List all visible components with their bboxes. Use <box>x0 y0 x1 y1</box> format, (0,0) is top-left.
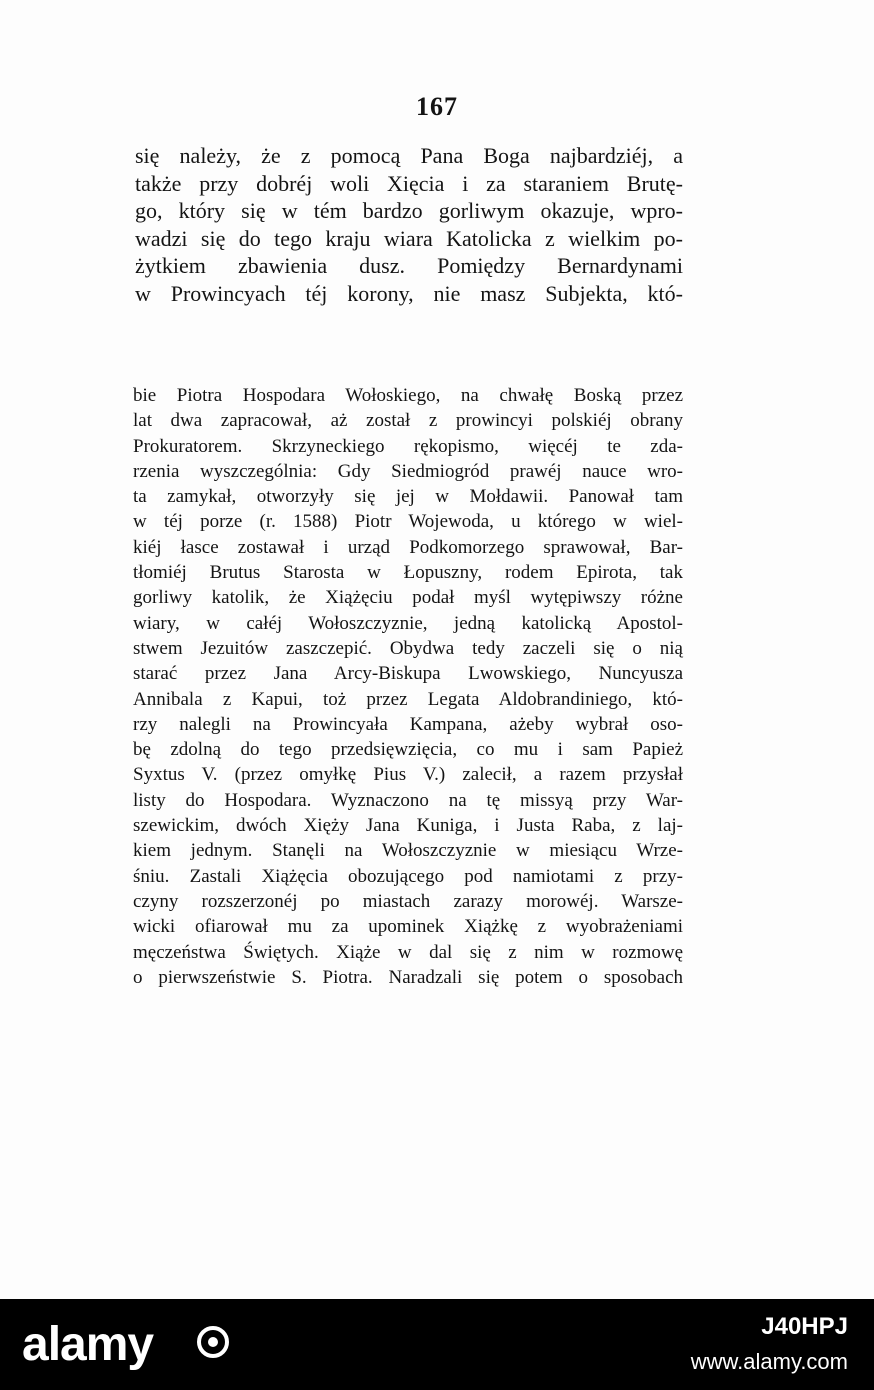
stock-watermark-banner <box>0 1299 874 1390</box>
footnote-line: bie Piotra Hospodara Wołoskiego, na chwałę Boską przez <box>133 385 683 406</box>
footnote-line: kiem jednym. Stanęli na Wołoszczyznie w miesiącu Wrze- <box>133 840 683 862</box>
footnote-line: stwem Jezuitów zaszczepić. Obydwa tedy zaczeli się o nią <box>133 637 683 659</box>
main-text-line: w Prowincyach téj korony, nie masz Subjekta, któ- <box>135 280 683 306</box>
footnote-line: wicki ofiarował mu za upominek Xiążkę z wyobrażeniami <box>133 916 683 938</box>
footnote-line: w téj porze (r. 1588) Piotr Wojewoda, u którego w wiel- <box>133 511 683 533</box>
footnote-line: listy do Hospodara. Wyznaczono na tę missyą przy War- <box>133 789 683 811</box>
footnote-line: o pierwszeństwie S. Piotra. Naradzali się potem o sposobach <box>133 966 683 988</box>
main-text-line: wadzi się do tego kraju wiara Katolicka z wielkim po- <box>135 225 683 251</box>
footnote-line: męczeństwa Świętych. Xiąże w dal się z nim w rozmowę <box>133 941 683 963</box>
main-text-block <box>135 142 683 307</box>
page-number: 167 <box>416 92 458 121</box>
footnote-line: bę zdolną do tego przedsięwzięcia, co mu i sam Papież <box>133 739 683 761</box>
banner-url: www.alamy.com <box>690 1349 848 1374</box>
footnote-line: ta zamykał, otworzyły się jej w Mołdawii. Panował tam <box>133 486 683 508</box>
main-text-line: się należy, że z pomocą Pana Boga najbardziéj, a <box>135 143 683 168</box>
footnote-line: szewickim, dwóch Xięży Jana Kuniga, i Justa Raba, z laj- <box>133 815 683 837</box>
footnote-line: starać przez Jana Arcy-Biskupa Lwowskiego, Nuncyusza <box>133 663 683 685</box>
footnote-line: tłomiéj Brutus Starosta w Łopuszny, rodem Epirota, tak <box>133 562 683 584</box>
footnote-line: wiary, w całéj Wołoszczyznie, jedną katolicką Apostol- <box>133 612 683 634</box>
image-id: J40HPJ <box>761 1313 848 1340</box>
footnote-line: lat dwa zapracował, aż został z prowincyi polskiéj obrany <box>133 410 683 432</box>
main-text-line: także przy dobréj woli Xięcia i za staraniem Brutę- <box>135 170 683 196</box>
footnote-line: rzy nalegli na Prowincyała Kampana, ażeby wybrał oso- <box>133 713 683 735</box>
alamy-logo: alamy <box>22 1318 154 1371</box>
footnote-line: Syxtus V. (przez omyłkę Pius V.) zalecił, a razem przysłał <box>133 764 683 786</box>
footnote-line: śniu. Zastali Xiążęcia obozującego pod namiotami z przy- <box>133 865 683 887</box>
footnote-line: gorliwy katolik, że Xiążęciu podał myśl wytępiwszy różne <box>133 587 683 609</box>
footnote-block <box>133 383 683 990</box>
main-text-line: żytkiem zbawienia dusz. Pomiędzy Bernardynami <box>135 253 683 278</box>
main-text-line: go, który się w tém bardzo gorliwym okazuje, wpro- <box>135 198 683 223</box>
footnote-line: kiéj łasce zostawał i urząd Podkomorzego sprawował, Bar- <box>133 536 683 558</box>
footnote-line: Prokuratorem. Skrzyneckiego rękopismo, więcéj te zda- <box>133 435 683 457</box>
footnote-line: rzenia wyszczególnia: Gdy Siedmiogród prawéj nauce wro- <box>133 460 683 482</box>
footnote-line: Annibala z Kapui, toż przez Legata Aldobrandiniego, któ- <box>133 688 683 710</box>
alamy-logo-icon <box>196 1325 230 1359</box>
footnote-line: czyny rozszerzonéj po miastach zarazy morowéj. Warsze- <box>133 890 683 912</box>
